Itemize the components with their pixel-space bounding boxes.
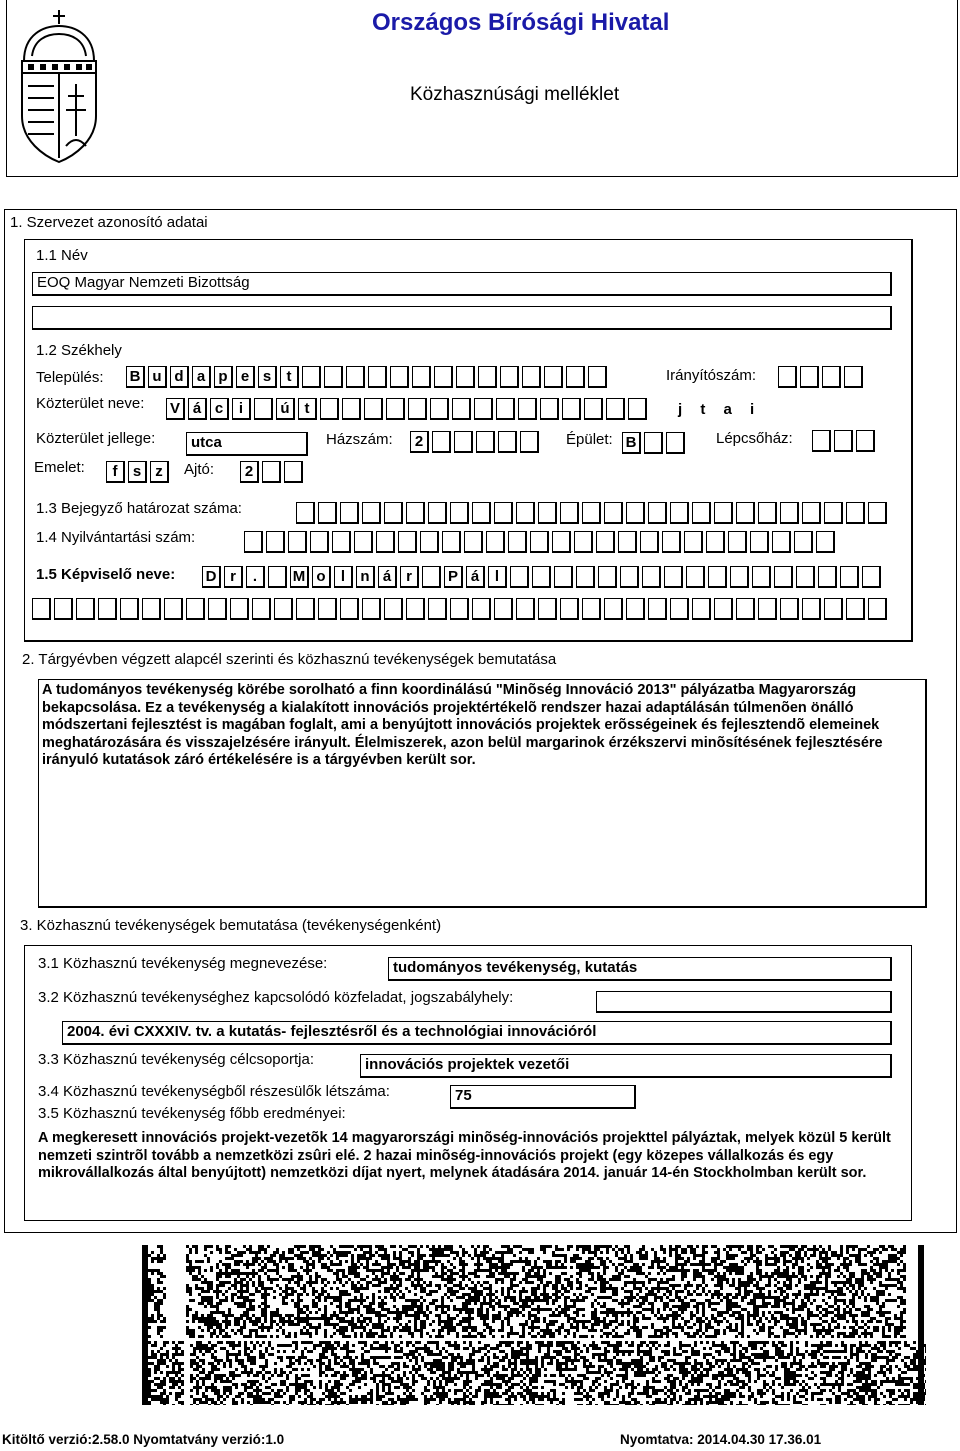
char-cell[interactable] xyxy=(376,531,395,553)
char-cell[interactable]: s xyxy=(258,366,277,388)
char-cell[interactable] xyxy=(794,531,813,553)
char-cell[interactable]: t xyxy=(280,366,299,388)
char-cell[interactable] xyxy=(516,598,535,620)
char-cell[interactable] xyxy=(662,531,681,553)
char-cell[interactable] xyxy=(398,531,417,553)
char-cell[interactable]: á xyxy=(466,566,485,588)
char-cell[interactable] xyxy=(368,366,387,388)
target-field[interactable]: innovációs projektek vezetői xyxy=(360,1054,892,1078)
char-cell[interactable] xyxy=(606,398,625,420)
char-cell[interactable] xyxy=(320,398,339,420)
char-cell[interactable] xyxy=(516,502,535,524)
char-cell[interactable] xyxy=(164,598,183,620)
char-cell[interactable]: r xyxy=(400,566,419,588)
char-cell[interactable] xyxy=(856,430,875,452)
char-cell[interactable] xyxy=(472,502,491,524)
char-cell[interactable] xyxy=(604,598,623,620)
char-cell[interactable] xyxy=(476,431,495,453)
char-cell[interactable] xyxy=(332,531,351,553)
char-cell[interactable] xyxy=(364,398,383,420)
org-name: Országos Bírósági Hivatal xyxy=(372,9,670,36)
rep-cells-2[interactable] xyxy=(32,598,890,620)
char-cell[interactable] xyxy=(390,366,409,388)
char-cell[interactable] xyxy=(98,598,117,620)
char-cell[interactable] xyxy=(706,531,725,553)
house-cells[interactable] xyxy=(410,431,542,453)
char-cell[interactable] xyxy=(818,566,837,588)
street-cells[interactable] xyxy=(166,398,650,420)
char-cell[interactable] xyxy=(648,598,667,620)
door-cells[interactable] xyxy=(240,461,306,483)
registry-label: 1.3 Bejegyző határozat száma: xyxy=(36,500,242,517)
char-cell[interactable] xyxy=(472,598,491,620)
char-cell[interactable] xyxy=(868,598,887,620)
char-cell[interactable] xyxy=(714,502,733,524)
char-cell[interactable]: a xyxy=(192,366,211,388)
char-cell[interactable] xyxy=(644,432,663,454)
char-cell[interactable] xyxy=(868,502,887,524)
street-type-field[interactable]: utca xyxy=(186,432,308,456)
barcode-icon xyxy=(142,1245,926,1405)
char-cell[interactable] xyxy=(532,566,551,588)
char-cell[interactable] xyxy=(800,366,819,388)
char-cell[interactable] xyxy=(618,531,637,553)
char-cell[interactable] xyxy=(318,502,337,524)
char-cell[interactable] xyxy=(478,366,497,388)
char-cell[interactable] xyxy=(576,566,595,588)
law-field-1[interactable] xyxy=(596,991,892,1013)
char-cell[interactable] xyxy=(664,566,683,588)
char-cell[interactable] xyxy=(456,366,475,388)
char-cell[interactable] xyxy=(186,598,205,620)
char-cell[interactable] xyxy=(714,598,733,620)
char-cell[interactable] xyxy=(802,502,821,524)
char-cell[interactable] xyxy=(340,598,359,620)
char-cell[interactable] xyxy=(268,566,287,588)
street-type-label: Közterület jellege: xyxy=(36,430,156,447)
char-cell[interactable]: d xyxy=(170,366,189,388)
char-cell[interactable] xyxy=(554,566,573,588)
doc-title: Közhasznúsági melléklet xyxy=(410,84,620,105)
char-cell[interactable] xyxy=(596,531,615,553)
char-cell[interactable] xyxy=(598,566,617,588)
char-cell[interactable]: 2 xyxy=(240,461,259,483)
char-cell[interactable] xyxy=(684,531,703,553)
char-cell[interactable] xyxy=(758,598,777,620)
char-cell[interactable] xyxy=(274,598,293,620)
char-cell[interactable] xyxy=(640,531,659,553)
footer-right: Nyomtatva: 2014.04.30 17.36.01 xyxy=(620,1432,822,1447)
record-label: 1.4 Nyilvántartási szám: xyxy=(36,529,196,546)
char-cell[interactable] xyxy=(362,502,381,524)
char-cell[interactable] xyxy=(318,598,337,620)
char-cell[interactable] xyxy=(780,502,799,524)
char-cell[interactable]: 2 xyxy=(410,431,429,453)
char-cell[interactable] xyxy=(452,398,471,420)
char-cell[interactable] xyxy=(342,398,361,420)
char-cell[interactable]: ú xyxy=(276,398,295,420)
stair-label: Lépcsőház: xyxy=(716,430,793,447)
char-cell[interactable] xyxy=(648,502,667,524)
section2-text: A tudományos tevékenység körébe sorolható a finn koordinálású "Minõség Innováció 2013" pályázatba Magyarország bekapcsolása. Ez a tevékenység a kialakított innovációs projektértékelõ rendszer hazai adaptálásán túlmenõen önálló módszertani fejlesztést is magában foglalt, ami a benyújtott innovációs projektek erõsségeinek és fejlesztendõ elemeinek meghatározására és visszajelzésére irányult. Élelmiszerek, azon belül margarinok érzékszervi minõsítésének fejlesztésére irányuló kutatások záró értékelésére is a tárgyévben került sor. xyxy=(42,682,883,768)
char-cell[interactable] xyxy=(530,531,549,553)
char-cell[interactable] xyxy=(538,502,557,524)
activity-field[interactable]: tudományos tevékenység, kutatás xyxy=(388,957,892,981)
section2-title: 2. Tárgyévben végzett alapcél szerinti és közhasznú tevékenységek bemutatása xyxy=(22,651,557,668)
char-cell[interactable] xyxy=(354,531,373,553)
char-cell[interactable] xyxy=(844,366,863,388)
char-cell[interactable] xyxy=(752,566,771,588)
char-cell[interactable] xyxy=(430,398,449,420)
char-cell[interactable] xyxy=(310,531,329,553)
rep-cells[interactable] xyxy=(202,566,884,588)
char-cell[interactable]: B xyxy=(622,432,641,454)
char-cell[interactable] xyxy=(340,502,359,524)
char-cell[interactable] xyxy=(498,431,517,453)
char-cell[interactable] xyxy=(552,531,571,553)
char-cell[interactable]: e xyxy=(236,366,255,388)
char-cell[interactable] xyxy=(252,598,271,620)
building-label: Épület: xyxy=(566,431,613,448)
char-cell[interactable] xyxy=(120,598,139,620)
char-cell[interactable] xyxy=(560,502,579,524)
char-cell[interactable] xyxy=(846,598,865,620)
char-cell[interactable] xyxy=(420,531,439,553)
floor-label: Emelet: xyxy=(34,459,85,476)
char-cell[interactable] xyxy=(494,598,513,620)
char-cell[interactable] xyxy=(538,598,557,620)
char-cell[interactable] xyxy=(816,531,835,553)
char-cell[interactable]: l xyxy=(488,566,507,588)
char-cell[interactable] xyxy=(284,461,303,483)
char-cell[interactable] xyxy=(324,366,343,388)
char-cell[interactable] xyxy=(208,598,227,620)
char-cell[interactable] xyxy=(494,502,513,524)
char-cell[interactable] xyxy=(262,461,281,483)
char-cell[interactable] xyxy=(708,566,727,588)
char-cell[interactable] xyxy=(54,598,73,620)
results-text: A megkeresett innovációs projekt-vezetõk 14 magyarországi minõség-innovációs projekttel pályáztak, melyek közül 5 került nemzeti szintrõl tovább a nemzetközi zsûri elé. 2 hazai minõség-innovációs projekt (egy közepes vállalkozás és egy mikrovállalkozás által benyújtott) nemzetközi díjat nyert, melynek átadására 2014. január 14-én Stockholmban került sor. xyxy=(38,1130,891,1181)
char-cell[interactable]: M xyxy=(290,566,309,588)
char-cell[interactable]: r xyxy=(224,566,243,588)
char-cell[interactable] xyxy=(464,531,483,553)
char-cell[interactable] xyxy=(780,598,799,620)
char-cell[interactable] xyxy=(566,366,585,388)
char-cell[interactable] xyxy=(670,598,689,620)
house-label: Házszám: xyxy=(326,431,393,448)
street-overflow: j t a i xyxy=(678,401,762,418)
char-cell[interactable] xyxy=(642,566,661,588)
law-label: 3.2 Közhasznú tevékenységhez kapcsolódó közfeladat, jogszabályhely: xyxy=(38,989,514,1006)
stair-cells[interactable] xyxy=(812,430,878,452)
char-cell[interactable] xyxy=(778,366,797,388)
char-cell[interactable] xyxy=(736,502,755,524)
count-field[interactable]: 75 xyxy=(450,1085,636,1109)
door-label: Ajtó: xyxy=(184,461,215,478)
city-label: Település: xyxy=(36,369,104,386)
char-cell[interactable] xyxy=(692,598,711,620)
char-cell[interactable] xyxy=(486,531,505,553)
char-cell[interactable] xyxy=(582,502,601,524)
char-cell[interactable] xyxy=(824,598,843,620)
char-cell[interactable] xyxy=(384,502,403,524)
char-cell[interactable] xyxy=(510,566,529,588)
char-cell[interactable] xyxy=(626,598,645,620)
target-label: 3.3 Közhasznú tevékenység célcsoportja: xyxy=(38,1051,314,1068)
char-cell[interactable] xyxy=(76,598,95,620)
char-cell[interactable] xyxy=(562,398,581,420)
char-cell[interactable] xyxy=(758,502,777,524)
char-cell[interactable] xyxy=(774,566,793,588)
char-cell[interactable] xyxy=(508,531,527,553)
char-cell[interactable]: t xyxy=(298,398,317,420)
char-cell[interactable] xyxy=(428,598,447,620)
char-cell[interactable] xyxy=(496,398,515,420)
char-cell[interactable]: p xyxy=(214,366,233,388)
char-cell[interactable] xyxy=(588,366,607,388)
section3-title: 3. Közhasznú tevékenységek bemutatása (tevékenységenként) xyxy=(20,917,442,934)
char-cell[interactable]: o xyxy=(312,566,331,588)
char-cell[interactable] xyxy=(474,398,493,420)
char-cell[interactable] xyxy=(582,598,601,620)
char-cell[interactable] xyxy=(432,431,451,453)
char-cell[interactable] xyxy=(686,566,705,588)
char-cell[interactable]: i xyxy=(232,398,251,420)
char-cell[interactable] xyxy=(422,566,441,588)
char-cell[interactable] xyxy=(540,398,559,420)
count-label: 3.4 Közhasznú tevékenységből részesülők létszáma: xyxy=(38,1083,390,1100)
char-cell[interactable] xyxy=(520,431,539,453)
char-cell[interactable]: B xyxy=(126,366,145,388)
char-cell[interactable] xyxy=(244,531,263,553)
seat-label: 1.2 Székhely xyxy=(36,342,122,359)
char-cell[interactable] xyxy=(834,430,853,452)
char-cell[interactable]: n xyxy=(356,566,375,588)
char-cell[interactable] xyxy=(824,502,843,524)
results-label: 3.5 Közhasznú tevékenység főbb eredményei: xyxy=(38,1105,346,1122)
name-field[interactable]: EOQ Magyar Nemzeti Bizottság xyxy=(32,272,892,296)
activity-label: 3.1 Közhasznú tevékenység megnevezése: xyxy=(38,955,328,972)
char-cell[interactable] xyxy=(812,430,831,452)
char-cell[interactable] xyxy=(626,502,645,524)
char-cell[interactable] xyxy=(454,431,473,453)
char-cell[interactable]: á xyxy=(378,566,397,588)
char-cell[interactable] xyxy=(840,566,859,588)
char-cell[interactable] xyxy=(362,598,381,620)
char-cell[interactable] xyxy=(142,598,161,620)
char-cell[interactable] xyxy=(730,566,749,588)
record-cells[interactable] xyxy=(244,531,838,553)
char-cell[interactable] xyxy=(750,531,769,553)
char-cell[interactable] xyxy=(288,531,307,553)
char-cell[interactable] xyxy=(862,566,881,588)
char-cell[interactable] xyxy=(846,502,865,524)
char-cell[interactable] xyxy=(544,366,563,388)
char-cell[interactable] xyxy=(822,366,841,388)
char-cell[interactable] xyxy=(736,598,755,620)
zip-cells[interactable] xyxy=(778,366,866,388)
char-cell[interactable] xyxy=(230,598,249,620)
char-cell[interactable] xyxy=(620,566,639,588)
char-cell[interactable] xyxy=(666,432,685,454)
char-cell[interactable] xyxy=(346,366,365,388)
footer-left: Kitöltő verzió:2.58.0 Nyomtatvány verzió:1.0 xyxy=(2,1432,285,1447)
char-cell[interactable]: z xyxy=(150,461,169,483)
char-cell[interactable] xyxy=(692,502,711,524)
char-cell[interactable]: f xyxy=(106,461,125,483)
char-cell[interactable] xyxy=(450,502,469,524)
building-cells[interactable] xyxy=(622,432,688,454)
registry-cells[interactable] xyxy=(296,502,890,524)
street-label: Közterület neve: xyxy=(36,395,145,412)
char-cell[interactable] xyxy=(32,598,51,620)
char-cell[interactable] xyxy=(522,366,541,388)
char-cell[interactable]: V xyxy=(166,398,185,420)
section1-title: 1. Szervezet azonosító adatai xyxy=(10,214,208,231)
char-cell[interactable] xyxy=(254,398,273,420)
rep-label: 1.5 Képviselő neve: xyxy=(36,566,176,583)
char-cell[interactable]: s xyxy=(128,461,147,483)
name-label: 1.1 Név xyxy=(36,247,88,264)
char-cell[interactable] xyxy=(772,531,791,553)
char-cell[interactable] xyxy=(434,366,453,388)
char-cell[interactable]: P xyxy=(444,566,463,588)
char-cell[interactable]: u xyxy=(148,366,167,388)
char-cell[interactable]: c xyxy=(210,398,229,420)
char-cell[interactable] xyxy=(574,531,593,553)
char-cell[interactable] xyxy=(428,502,447,524)
char-cell[interactable]: D xyxy=(202,566,221,588)
char-cell[interactable] xyxy=(796,566,815,588)
char-cell[interactable] xyxy=(386,398,405,420)
char-cell[interactable] xyxy=(802,598,821,620)
char-cell[interactable] xyxy=(500,366,519,388)
char-cell[interactable]: l xyxy=(334,566,353,588)
name-field-2[interactable] xyxy=(32,306,892,330)
char-cell[interactable] xyxy=(450,598,469,620)
law-field-2[interactable]: 2004. évi CXXXIV. tv. a kutatás- fejlesztésről és a technológiai innovációról xyxy=(62,1021,892,1045)
city-cells[interactable] xyxy=(126,366,610,388)
char-cell[interactable] xyxy=(604,502,623,524)
char-cell[interactable]: . xyxy=(246,566,265,588)
coat-of-arms-icon xyxy=(14,6,104,166)
char-cell[interactable]: á xyxy=(188,398,207,420)
char-cell[interactable] xyxy=(296,598,315,620)
char-cell[interactable] xyxy=(442,531,461,553)
char-cell[interactable] xyxy=(408,398,427,420)
char-cell[interactable] xyxy=(670,502,689,524)
char-cell[interactable] xyxy=(406,598,425,620)
char-cell[interactable] xyxy=(406,502,425,524)
char-cell[interactable] xyxy=(560,598,579,620)
char-cell[interactable] xyxy=(302,366,321,388)
char-cell[interactable] xyxy=(518,398,537,420)
char-cell[interactable] xyxy=(384,598,403,620)
char-cell[interactable] xyxy=(628,398,647,420)
char-cell[interactable] xyxy=(584,398,603,420)
char-cell[interactable] xyxy=(728,531,747,553)
char-cell[interactable] xyxy=(412,366,431,388)
floor-cells[interactable] xyxy=(106,461,172,483)
char-cell[interactable] xyxy=(296,502,315,524)
zip-label: Irányítószám: xyxy=(666,367,757,384)
char-cell[interactable] xyxy=(266,531,285,553)
